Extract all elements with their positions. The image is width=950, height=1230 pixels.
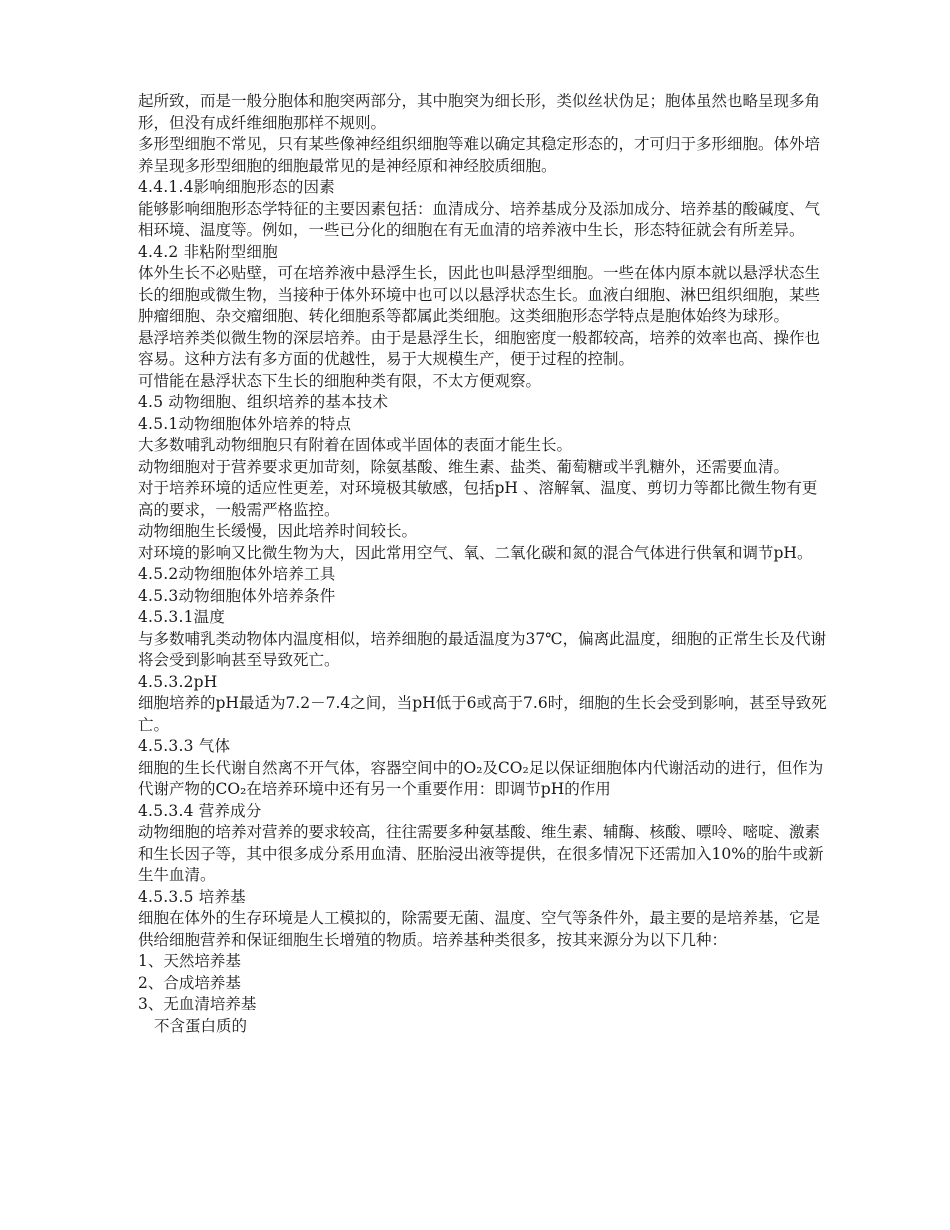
section-heading: 4.5.1动物细胞体外培养的特点 [138,414,352,433]
paragraph: 与多数哺乳类动物体内温度相似，培养细胞的最适温度为37℃，偏离此温度，细胞的正常生长及代谢将会受到影响甚至导致死亡。 [138,629,827,669]
paragraph: 动物细胞对于营养要求更加苛刻，除氨基酸、维生素、盐类、葡萄糖或半乳糖外，还需要血清。 [138,457,790,476]
section-heading: 4.5.3.1温度 [138,608,226,626]
paragraph: 大多数哺乳动物细胞只有附着在固体或半固体的表面才能生长。 [138,436,573,454]
paragraph: 能够影响细胞形态学特征的主要因素包括：血清成分、培养基成分及添加成分、培养基的酸碱度、气相环境、温度等。例如，一些已分化的细胞在有无血清的培养液中生长，形态特征就会有所差异。 [138,199,821,239]
paragraph: 起所致，而是一般分胞体和胞突两部分，其中胞突为细长形，类似丝状伪足；胞体虽然也略呈现多角形，但没有成纤维细胞那样不规则。 [138,92,821,132]
section-heading: 4.4.2 非粘附型细胞 [138,242,278,261]
paragraph: 细胞在体外的生存环境是人工模拟的，除需要无菌、温度、空气等条件外，最主要的是培养基，它是供给细胞营养和保证细胞生长增殖的物质。培养基种类很多，按其来源分为以下几种： [138,909,821,949]
section-heading: 4.4.1.4影响细胞形态的因素 [138,178,335,196]
paragraph: 动物细胞生长缓慢，因此培养时间较长。 [138,522,418,540]
section-heading: 4.5.3.4 营养成分 [138,801,262,820]
list-item: 1、天然培养基 [138,952,241,970]
paragraph: 体外生长不必贴壁，可在培养液中悬浮生长，因此也叫悬浮型细胞。一些在体内原本就以悬浮状态生长的细胞或微生物，当接种于体外环境中也可以以悬浮状态生长。血液白细胞、淋巴组织细胞，某些肿瘤细胞、杂交瘤细胞、转化细胞系等都属此类细胞。这类细胞形态学特点是胞体始终为球形。 [138,264,821,325]
document-body [138,91,828,1037]
section-heading: 4.5.3动物细胞体外培养条件 [138,586,336,605]
paragraph: 对于培养环境的适应性更差，对环境极其敏感，包括pH 、溶解氧、温度、剪切力等都比微生物有更高的要求，一般需严格监控。 [138,479,818,519]
section-heading: 4.5.3.3 气体 [138,737,231,755]
paragraph: 对环境的影响又比微生物为大，因此常用空气、氧、二氧化碳和氮的混合气体进行供氧和调节pH。 [138,543,813,562]
list-item: 3、无血清培养基 [138,995,257,1013]
paragraph: 多形型细胞不常见，只有某些像神经组织细胞等难以确定其稳定形态的，才可归于多形细胞。体外培养呈现多形型细胞的细胞最常见的是神经原和神经胶质细胞。 [138,135,821,175]
paragraph: 细胞的生长代谢自然离不开气体，容器空间中的O₂及CO₂足以保证细胞体内代谢活动的进行，但作为代谢产物的CO₂在培养环境中还有另一个重要作用：即调节pH的作用 [138,758,824,798]
section-heading: 4.5.3.2pH [138,672,218,691]
paragraph: 动物细胞的培养对营养的要求较高，往往需要多种氨基酸、维生素、辅酶、核酸、嘌呤、嘧啶、激素和生长因子等，其中很多成分系用血清、胚胎浸出液等提供，在很多情况下还需加入10%的胎牛或新生牛血清。 [138,823,824,884]
list-item: 2、合成培养基 [138,973,241,992]
section-heading: 4.5.2动物细胞体外培养工具 [138,565,336,583]
paragraph: 可惜能在悬浮状态下生长的细胞种类有限，不太方便观察。 [138,371,542,390]
paragraph: 悬浮培养类似微生物的深层培养。由于是悬浮生长，细胞密度一般都较高，培养的效率也高、操作也容易。这种方法有多方面的优越性，易于大规模生产，便于过程的控制。 [138,328,821,368]
section-heading: 4.5 动物细胞、组织培养的基本技术 [138,393,389,411]
indented-paragraph: 不含蛋白质的 [154,1016,248,1035]
section-heading: 4.5.3.5 培养基 [138,887,246,906]
paragraph: 细胞培养的pH最适为7.2－7.4之间，当pH低于6或高于7.6时，细胞的生长会受到影响，甚至导致死亡。 [138,694,827,734]
